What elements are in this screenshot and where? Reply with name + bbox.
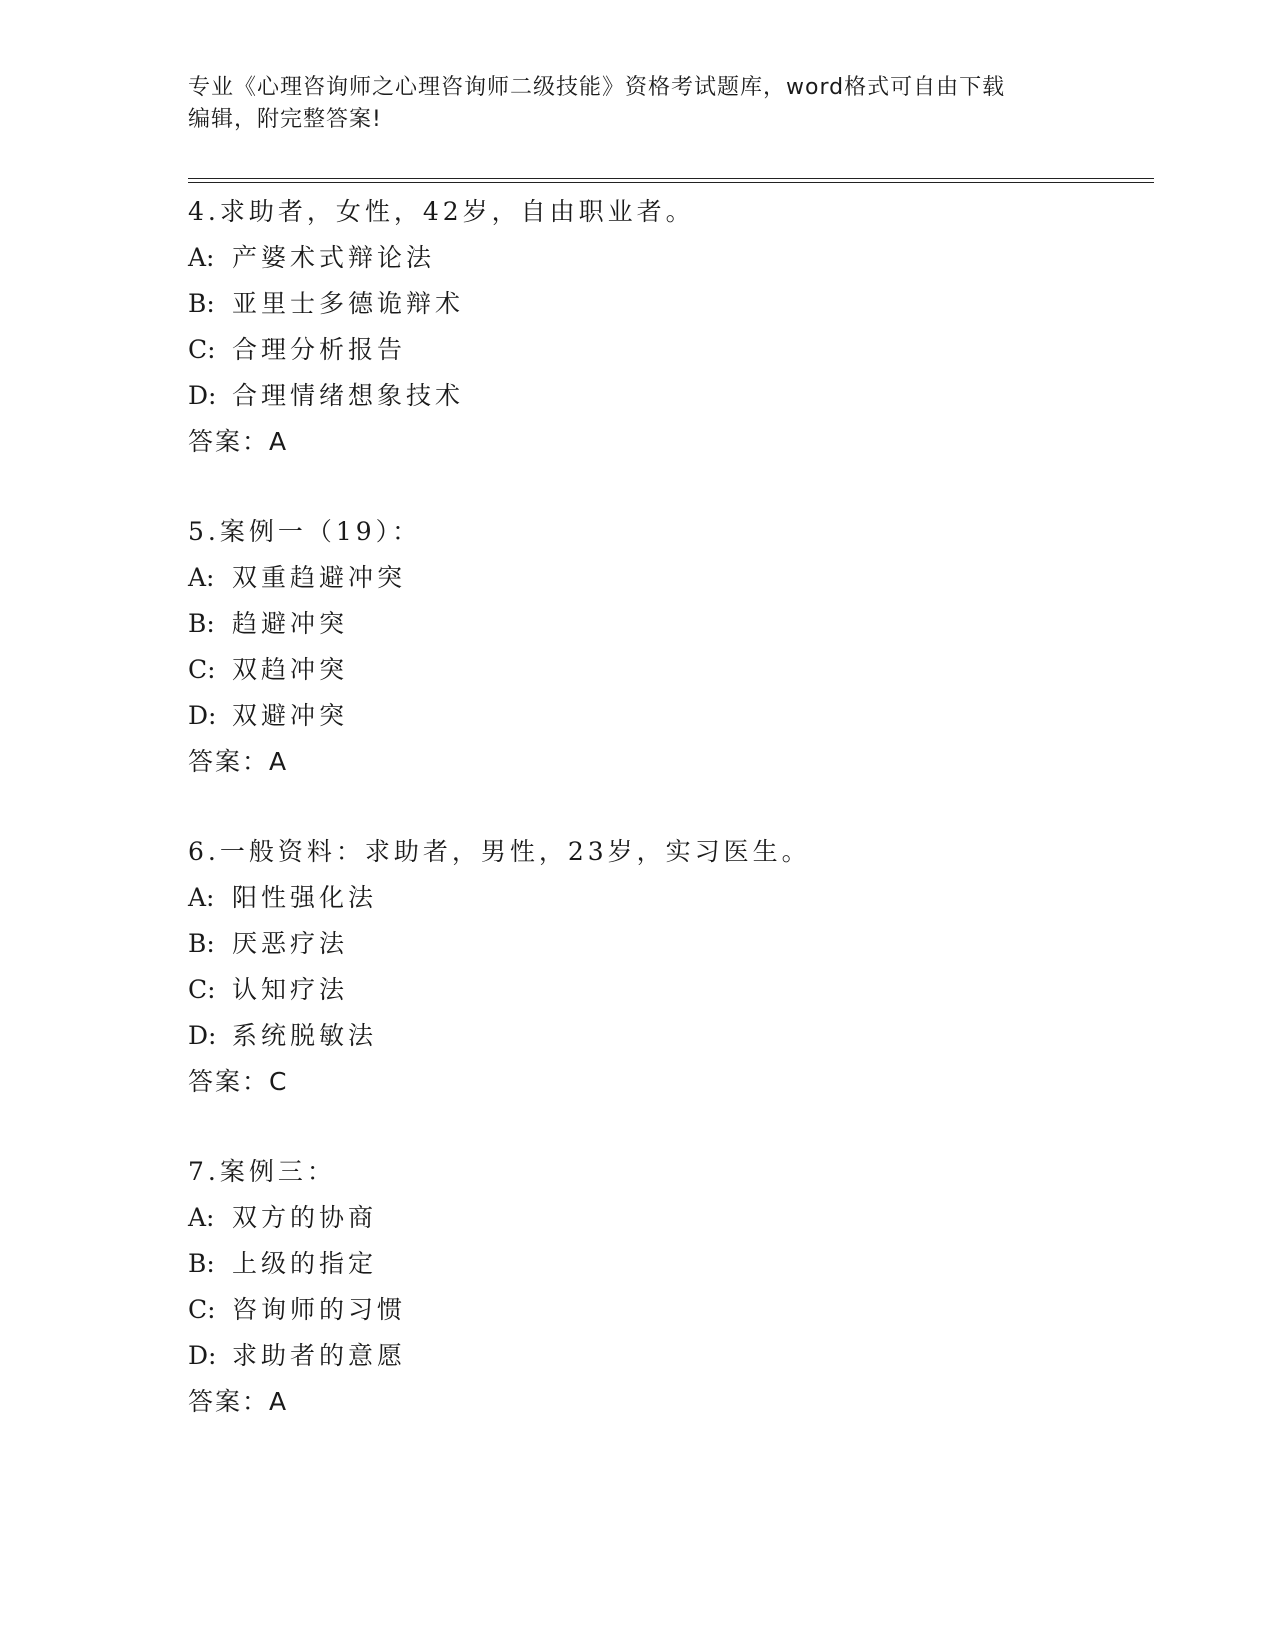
option-c bbox=[188, 1287, 1148, 1333]
option-text: 系统脱敏法 bbox=[232, 1021, 378, 1050]
option-a bbox=[188, 1195, 1148, 1241]
option-d bbox=[188, 1333, 1148, 1379]
option-d bbox=[188, 1013, 1148, 1059]
option-text: 咨询师的习惯 bbox=[232, 1295, 407, 1324]
option-text: 双避冲突 bbox=[232, 701, 349, 730]
question-block bbox=[188, 189, 1148, 465]
option-b bbox=[188, 1241, 1148, 1287]
option-a bbox=[188, 875, 1148, 921]
option-text: 求助者的意愿 bbox=[232, 1341, 407, 1370]
option-text: 双方的协商 bbox=[232, 1203, 378, 1232]
question-stem: 6.一般资料：求助者，男性，23岁，实习医生。 bbox=[188, 837, 811, 866]
option-letter: D: bbox=[188, 381, 217, 410]
question-stem: 4.求助者，女性，42岁，自由职业者。 bbox=[188, 197, 695, 226]
option-text: 上级的指定 bbox=[232, 1249, 378, 1278]
option-a bbox=[188, 555, 1148, 601]
option-text: 合理分析报告 bbox=[232, 335, 407, 364]
option-text: 合理情绪想象技术 bbox=[232, 381, 465, 410]
option-d bbox=[188, 373, 1148, 419]
option-text: 阳性强化法 bbox=[232, 883, 378, 912]
option-letter: B: bbox=[188, 929, 215, 958]
answer-line: 答案：C bbox=[188, 1067, 289, 1096]
option-letter: C: bbox=[188, 975, 216, 1004]
option-d bbox=[188, 693, 1148, 739]
option-b bbox=[188, 921, 1148, 967]
header-line-1: 专业《心理咨询师之心理咨询师二级技能》资格考试题库，word格式可自由下载 bbox=[188, 75, 1006, 100]
option-text: 认知疗法 bbox=[232, 975, 349, 1004]
question-stem: 7.案例三： bbox=[188, 1157, 336, 1186]
option-text: 趋避冲突 bbox=[232, 609, 349, 638]
question-block bbox=[188, 829, 1148, 1105]
header-divider-bottom bbox=[188, 182, 1154, 183]
option-letter: D: bbox=[188, 701, 217, 730]
option-letter: B: bbox=[188, 289, 215, 318]
question-block bbox=[188, 1149, 1148, 1425]
option-letter: B: bbox=[188, 1249, 215, 1278]
option-c bbox=[188, 327, 1148, 373]
option-letter: A: bbox=[188, 563, 215, 592]
option-letter: D: bbox=[188, 1021, 217, 1050]
option-letter: B: bbox=[188, 609, 215, 638]
option-text: 双重趋避冲突 bbox=[232, 563, 407, 592]
option-c bbox=[188, 967, 1148, 1013]
option-letter: D: bbox=[188, 1341, 217, 1370]
option-letter: C: bbox=[188, 655, 216, 684]
header-line-2: 编辑，附完整答案! bbox=[188, 107, 382, 132]
question-stem: 5.案例一（19）： bbox=[188, 517, 422, 546]
header-divider-top bbox=[188, 178, 1154, 179]
option-a bbox=[188, 235, 1148, 281]
answer-line: 答案：A bbox=[188, 1387, 289, 1416]
option-b bbox=[188, 281, 1148, 327]
option-letter: C: bbox=[188, 335, 216, 364]
option-letter: C: bbox=[188, 1295, 216, 1324]
answer-line: 答案：A bbox=[188, 747, 289, 776]
option-letter: A: bbox=[188, 243, 215, 272]
option-text: 产婆术式辩论法 bbox=[232, 243, 436, 272]
option-text: 厌恶疗法 bbox=[232, 929, 349, 958]
option-letter: A: bbox=[188, 1203, 215, 1232]
option-c bbox=[188, 647, 1148, 693]
option-letter: A: bbox=[188, 883, 215, 912]
option-text: 亚里士多德诡辩术 bbox=[232, 289, 465, 318]
answer-line: 答案：A bbox=[188, 427, 289, 456]
document-header bbox=[188, 72, 1088, 136]
option-text: 双趋冲突 bbox=[232, 655, 349, 684]
question-block bbox=[188, 509, 1148, 785]
option-b bbox=[188, 601, 1148, 647]
